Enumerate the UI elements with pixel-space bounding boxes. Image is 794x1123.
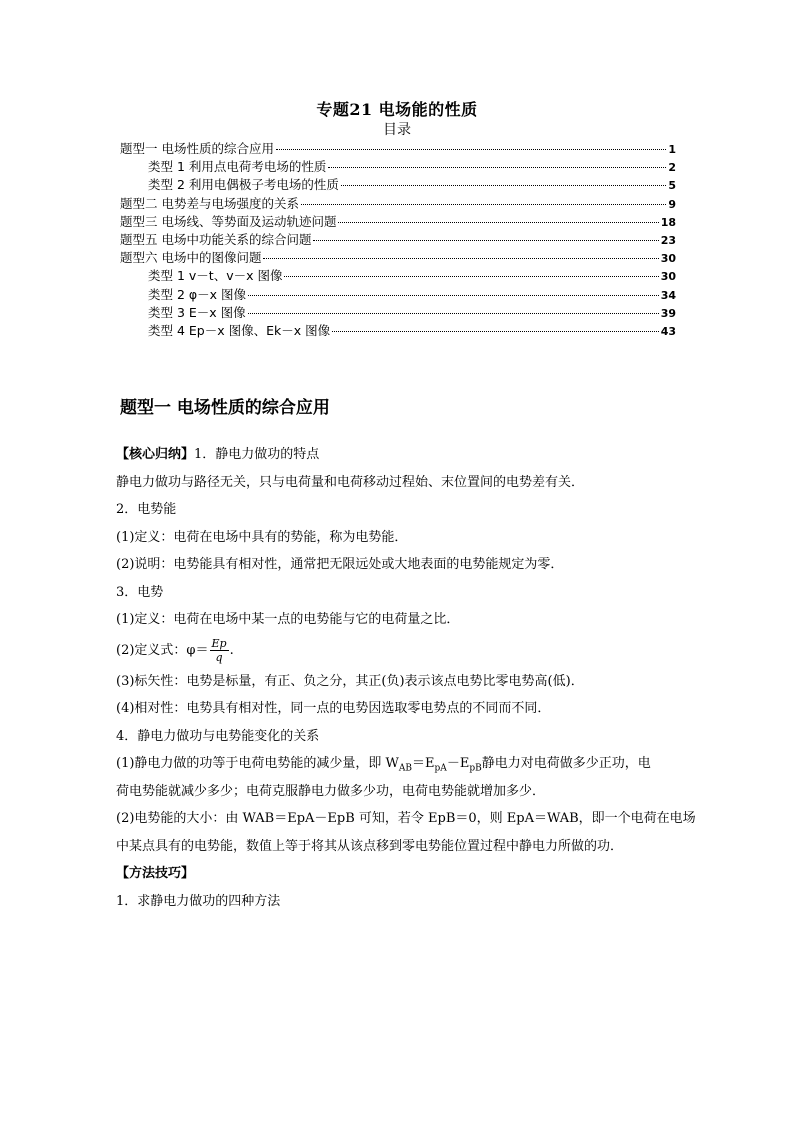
toc-entry-label: 题型五 电场中功能关系的综合问题 (120, 231, 312, 247)
formula-line (116, 634, 682, 668)
toc-entry-label: 题型二 电势差与电场强度的关系 (120, 195, 299, 211)
heading-1: 1．静电力做功的特点 (194, 447, 320, 462)
paragraph-line: 静电力做功与路径无关，只与电荷量和电荷移动过程始、末位置间的电势差有关． (116, 474, 585, 490)
toc-entry-label: 题型六 电场中的图像问题 (120, 250, 262, 266)
text-segment: (1)静电力做的功等于电荷电势能的减少量，即 W (116, 756, 399, 771)
toc-page-number: 2 (668, 161, 676, 175)
toc-entry[interactable] (120, 194, 676, 212)
toc-entry-label: 类型 2 φ－x 图像 (148, 286, 247, 302)
core-summary-line (116, 441, 682, 469)
toc-entry[interactable] (120, 285, 676, 303)
toc-entry[interactable] (120, 266, 676, 284)
table-of-contents (120, 139, 676, 339)
toc-leader-dots (313, 240, 658, 241)
paragraph-line: (1)定义：电荷在电场中某一点的电势能与它的电荷量之比． (116, 612, 460, 627)
heading-method-1: 1．求静电力做功的四种方法 (116, 893, 281, 909)
toc-entry-label: 类型 4 Ep－x 图像、Ek－x 图像 (148, 322, 331, 338)
toc-leader-dots (276, 149, 666, 150)
heading-3: 3．电势 (116, 584, 164, 600)
toc-leader-dots (341, 185, 666, 186)
toc-leader-dots (301, 204, 666, 205)
toc-page-number: 34 (660, 288, 676, 302)
toc-leader-dots (332, 331, 659, 332)
toc-leader-dots (328, 167, 666, 168)
text-segment: 静电力对电荷做多少正功，电 (481, 756, 651, 771)
toc-leader-dots (248, 295, 659, 296)
formula-prefix: (2)定义式：φ＝ (116, 642, 209, 658)
toc-entry-label: 类型 2 利用电偶极子考电场的性质 (148, 177, 339, 193)
toc-entry[interactable] (120, 230, 676, 248)
paragraph-line: 中某点具有的电势能，数值上等于将其从该点移到零电势能位置过程中静电力所做的功． (116, 838, 624, 854)
text-segment: －E (446, 756, 470, 771)
heading-2: 2．电势能 (116, 502, 177, 517)
toc-entry-label: 类型 1 v－t、v－x 图像 (148, 268, 283, 284)
toc-entry[interactable] (120, 212, 676, 230)
toc-entry-label: 题型三 电场线、等势面及运动轨迹问题 (120, 213, 337, 229)
toc-leader-dots (284, 276, 658, 277)
paragraph-line: (1)定义：电荷在电场中具有的势能，称为电势能． (116, 529, 408, 545)
core-summary-tag: 【核心归纳】 (116, 447, 195, 462)
text-segment: ＝E (412, 756, 435, 771)
toc-entry-label: 类型 3 E－x 图像 (148, 304, 246, 320)
toc-page-number: 1 (668, 143, 676, 156)
paragraph-line: (2)电势能的大小：由 WAB＝EpA－EpB 可知，若令 EpB＝0，则 EpA＝WAB，即一个电荷在电场 (116, 811, 696, 826)
toc-entry[interactable] (120, 157, 676, 175)
toc-page-number: 43 (660, 324, 676, 338)
paragraph-line: 荷电势能就减少多少；电荷克服静电力做多少功，电荷电势能就增加多少． (116, 783, 546, 799)
toc-page-number: 39 (660, 306, 676, 320)
fraction-numerator: Ep (211, 636, 227, 650)
section-title: 题型一 电场性质的综合应用 (120, 398, 330, 418)
toc-page-number: 23 (660, 233, 676, 247)
toc-entry[interactable] (120, 321, 676, 339)
heading-4: 4．静电力做功与电势能变化的关系 (116, 728, 320, 744)
toc-page-number: 30 (660, 252, 676, 266)
toc-entry-label: 类型 1 利用点电荷考电场的性质 (148, 159, 327, 175)
toc-heading: 目录 (383, 122, 411, 138)
toc-entry[interactable] (120, 248, 676, 266)
subscript: AB (398, 763, 413, 774)
paragraph-line (116, 750, 682, 778)
toc-leader-dots (263, 258, 658, 259)
paragraph-line: (3)标矢性：电势是标量，有正、负之分，其正(负)表示该点电势比零电势高(低)． (116, 673, 584, 689)
fraction-denominator: q (215, 650, 223, 664)
paragraph-line: (2)说明：电势能具有相对性，通常把无限远处或大地表面的电势能规定为零． (116, 557, 564, 572)
page-title: 专题21 电场能的性质 (316, 100, 478, 119)
subscript: pB (469, 763, 482, 774)
subscript: pA (434, 763, 447, 774)
toc-page-number: 18 (660, 215, 676, 229)
paragraph-line: (4)相对性：电势具有相对性，同一点的电势因选取零电势点的不同而不同． (116, 701, 551, 716)
toc-leader-dots (338, 222, 658, 223)
toc-page-number: 9 (668, 197, 676, 211)
body-text (116, 441, 696, 915)
toc-entry[interactable] (120, 139, 676, 157)
fraction (210, 637, 229, 664)
toc-entry-label: 题型一 电场性质的综合应用 (120, 141, 274, 156)
toc-leader-dots (248, 313, 659, 314)
toc-page-number: 5 (668, 179, 676, 193)
toc-entry[interactable] (120, 175, 676, 193)
toc-page-number: 30 (660, 270, 676, 284)
method-tips-tag: 【方法技巧】 (116, 866, 195, 881)
formula-suffix: . (229, 642, 234, 658)
toc-entry[interactable] (120, 303, 676, 321)
